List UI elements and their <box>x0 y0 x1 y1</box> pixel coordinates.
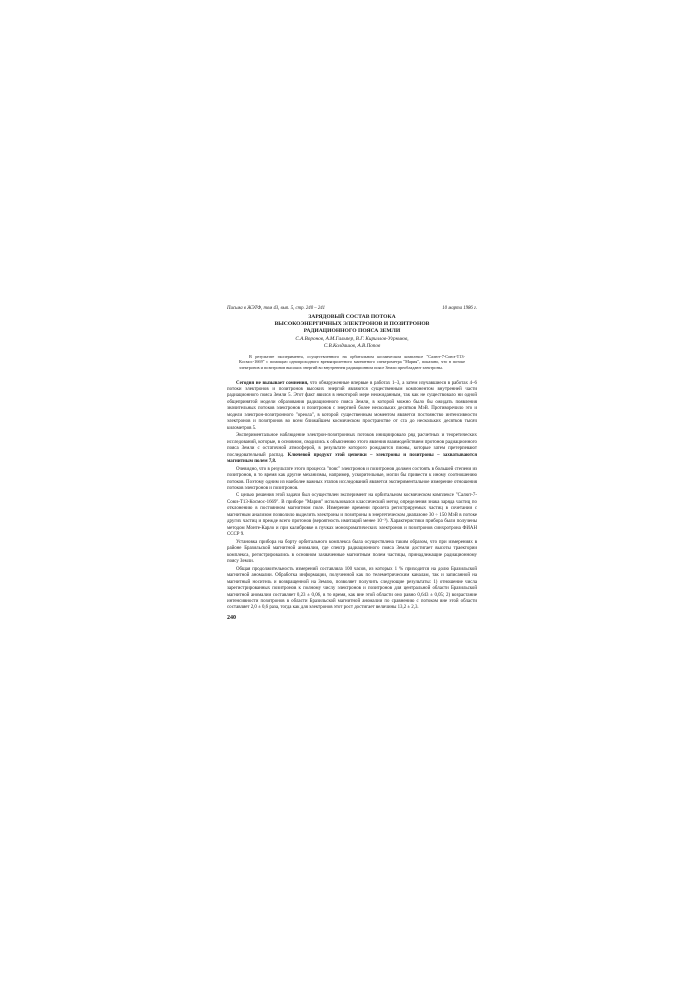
paragraph-text: что обнаруженные впервые в работах 1–3, а затем изучавшиеся в работах 4–6 потоки электронов и позитронов высоких энергий являются существенным компонентом внутренней части радиационного пояса Земли 5. Этот факт явился в некоторой мере неожиданным, так как не существовало ни одной общепринятой модели образования радиационного пояса Земли, в которой можно было бы ожидать появления значительных потоков электронов и позитронов с энергией более нескольких десятков МэВ. Противоречило это и модели электрон-позитронного "ореола", в которой существенным моментом является постоянство интенсивности электронов и позитронов во всем ближайшем космическом пространстве от сга до нескольких десятков тысяч километров 5. <box>227 380 478 431</box>
paragraph <box>227 433 477 465</box>
title-line: РАДИАЦИОННОГО ПОЯСА ЗЕМЛИ <box>303 328 401 335</box>
paragraph-text: Экспериментальное наблюдение электрон-позитронных потоков инициировало ряд расчетных и теоретических исследований, которые, в основном, сводились к объяснению этого явления взаимодействием протонов радиационного пояса Земли с остаточной атмосферой, в результате которого рождаются пионы, которые затем претерпевают последовательный распад. <box>227 433 477 458</box>
paragraph: Общая продолжительность измерений составляла 100 часов, из которых 1 % приходится на долю Бразильской магнитной аномалии. Обработка информации, полученной как по телеметрическим каналам, так и записанной на магнитный носитель и возвращенной на Землю, позволяет получить следующие результаты: 1) отношение числа зарегистрированных позитронов к полному числу электронов и позитронов для центральной области Бразильской магнитной аномалии составляет 0,23 ± 0,06, в то время, как вне этой области оно равно 0,643 ± 0,05; 2) возрастание интенсивности позитронов в области Бразильской магнитной аномалии по сравнению с потоком вне этой области составляет 2,0 ± 0,6 раза, тогда как для электронов этот рост достигает величины 13,2 ± 2,3. <box>227 566 477 611</box>
page-number: 240 <box>227 614 236 621</box>
author-line: С.А.Воронов, А.М.Гальпер, В.Г. Кириллов-Угрюмов, <box>295 336 409 343</box>
author-line: С.В.Колдашов, А.В.Попов <box>323 343 381 350</box>
body-text <box>227 381 477 612</box>
abstract: В результате эксперимента, осуществленного на орбитальном космическом комплексе "Салют-7-Союз-Т13-Космос-1669" с помощью однопроходного времяпролетного магнитного спектрометра "Мария", показано, что в потоке электронов и позитронов высоких энергий во внутреннем радиационном поясе Земли преобладают электроны. <box>239 353 465 370</box>
bold-phrase: Ключевой продукт этой цепочки – электроны и позитроны – захватываются магнитным полем 7,8. <box>227 452 477 465</box>
journal-citation: Письма в ЖЭТФ, том 43, вып. 5, стр. 240 – 241 <box>227 306 326 311</box>
running-header <box>227 306 477 312</box>
publication-date: 10 марта 1986 г. <box>442 306 477 311</box>
author-list <box>227 336 477 350</box>
bold-phrase: Сегодня не вызывает сомнения, <box>236 380 309 386</box>
paragraph: Очевидно, что в результате этого процесса "пояс" электронов и позитронов должен состоять в большей степени из позитронов, в то время как другие механизмы, например, ускорительные, могли бы привести к иному соотношению потоков. Поэтому одним из наиболее важных этапов исследований является экспериментальное измерение отношения потоков электронов и позитронов. <box>227 466 477 492</box>
paper-title <box>227 314 477 335</box>
paragraph <box>227 381 477 433</box>
title-line: ЗАРЯДОВЫЙ СОСТАВ ПОТОКА <box>308 314 396 321</box>
paragraph: Установка прибора на борту орбитального комплекса была осуществлена таким образом, что при измерениях в районе Бразильской магнитной аномалии, где спектр радиационного пояса Земли достигает высоты траектории комплекса, регистрировались в основном захваченные магнитным полем частицы, принадлежащие радиационному поясу Земли. <box>227 539 477 565</box>
paper-page <box>227 306 477 623</box>
paragraph: С целью решения этой задачи был осуществлен эксперимент на орбитальном космическом комплексе "Салют-7-Союз-Т13-Космос-1669". В приборе "Мария" использовался классический метод определения знака заряда частиц по отклонению в постоянном магнитном поле. Измерение времени пролета регистрируемых частиц в сочетании с магнитным анализом позволило выделить электроны и позитроны в энергетическом диапазоне 30 ÷ 150 МэВ в потоке других частиц и прежде всего протонов (вероятность имитаций менее 10⁻³). Характеристики прибора были получены методом Монте-Карло и при калибровке в пучках монохроматических электронов и позитронов синхротрона ФИАН СССР 9. <box>227 493 477 538</box>
title-line: ВЫСОКОЭНЕРГИЧНЫХ ЭЛЕКТРОНОВ И ПОЗИТРОНОВ <box>274 321 430 328</box>
